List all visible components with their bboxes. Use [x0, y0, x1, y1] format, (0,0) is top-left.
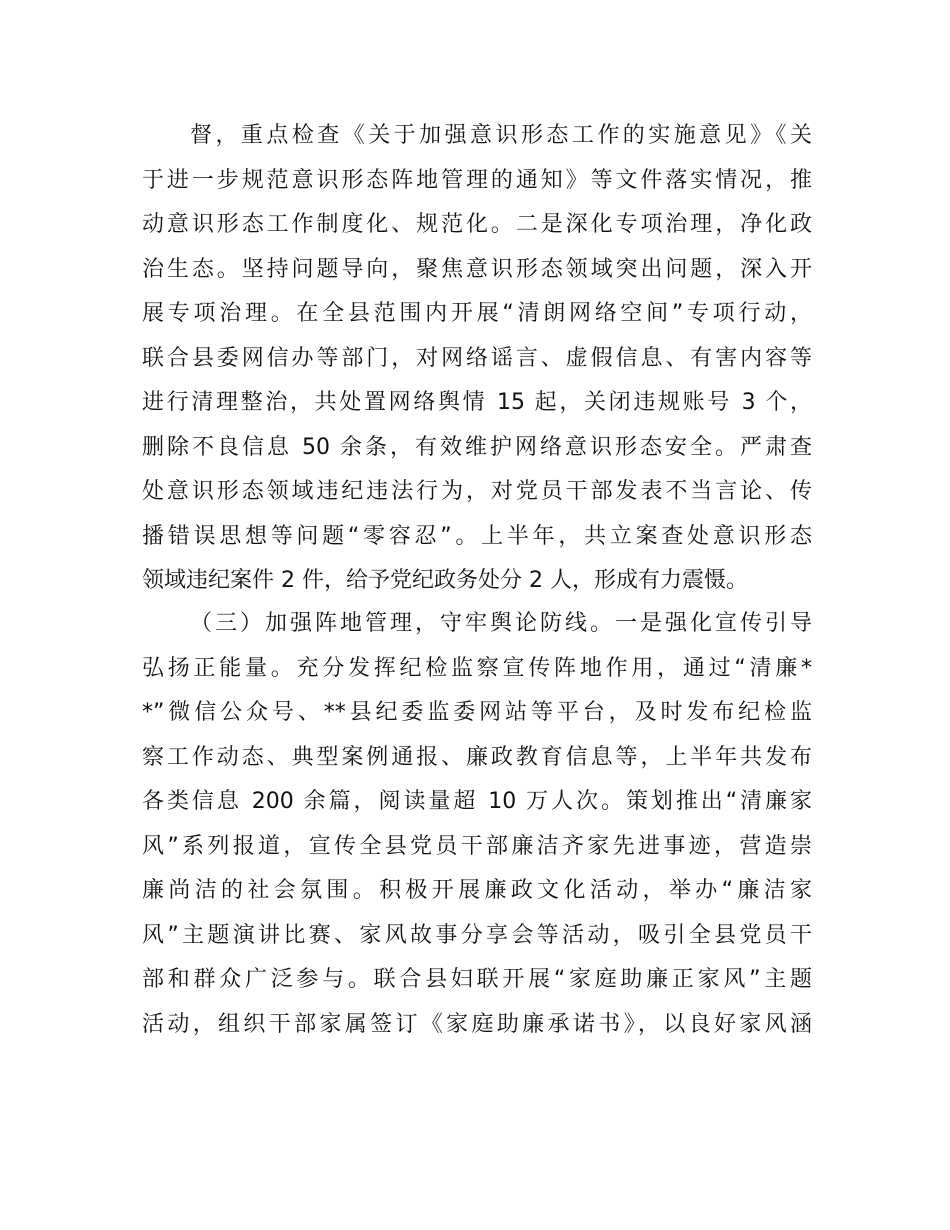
text-line: 部和群众广泛参与。联合县妇联开展“家庭助廉正家风”主题 — [142, 967, 812, 992]
text-line: 进行清理整治，共处置网络舆情 15 起，关闭违规账号 3 个， — [142, 390, 812, 415]
paragraph-ideology-governance — [142, 114, 812, 604]
text-line: 播错误思想等问题“零容忍”。上半年，共立案查处意识形态 — [142, 523, 812, 549]
text-line: 展专项治理。在全县范围内开展“清朗网络空间”专项行动， — [142, 301, 812, 326]
text-line: 领域违纪案件 2 件，给予党纪政务处分 2 人，形成有力震慑。 — [142, 568, 748, 593]
text-line: 廉尚洁的社会氛围。积极开展廉政文化活动，举办“廉洁家 — [142, 878, 812, 903]
text-line: 治生态。坚持问题导向，聚焦意识形态领域突出问题，深入开 — [142, 256, 812, 282]
text-line: 各类信息 200 余篇，阅读量超 10 万人次。策划推出“清廉家 — [142, 789, 812, 814]
text-line: 动意识形态工作制度化、规范化。二是深化专项治理，净化政 — [142, 212, 812, 237]
text-line: 于进一步规范意识形态阵地管理的通知》等文件落实情况，推 — [142, 167, 812, 193]
text-line: 风”系列报道，宣传全县党员干部廉洁齐家先进事迹，营造崇 — [142, 833, 812, 859]
text-line: 活动，组织干部家属签订《家庭助廉承诺书》，以良好家风涵 — [142, 1011, 812, 1037]
text-line: 联合县委网信办等部门，对网络谣言、虚假信息、有害内容等 — [142, 345, 812, 371]
text-line: 弘扬正能量。充分发挥纪检监察宣传阵地作用，通过“清廉* — [142, 655, 812, 681]
text-line: 察工作动态、典型案例通报、廉政教育信息等，上半年共发布 — [142, 744, 812, 770]
paragraph-position-management — [142, 602, 812, 1047]
text-line: *”微信公众号、**县纪委监委网站等平台，及时发布纪检监 — [142, 700, 812, 725]
text-line: 督，重点检查《关于加强意识形态工作的实施意见》《关 — [190, 123, 812, 148]
text-line: 删除不良信息 50 余条，有效维护网络意识形态安全。严肃查 — [142, 434, 812, 460]
text-line: 风”主题演讲比赛、家风故事分享会等活动，吸引全县党员干 — [142, 922, 812, 948]
text-line: （三）加强阵地管理，守牢舆论防线。一是强化宣传引导 — [190, 611, 812, 636]
text-line: 处意识形态领域违纪违法行为，对党员干部发表不当言论、传 — [142, 479, 812, 504]
